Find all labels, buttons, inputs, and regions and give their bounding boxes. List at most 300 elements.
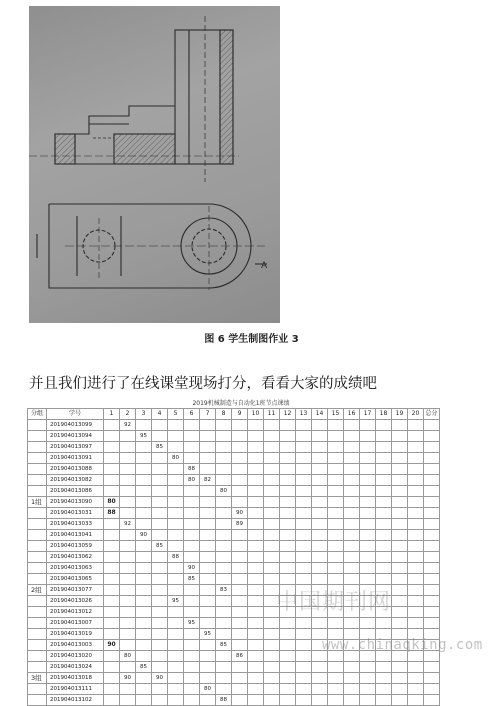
score-cell [168,640,184,651]
score-cell [344,530,360,541]
score-cell [408,519,424,530]
score-cell [328,431,344,442]
table-row [28,486,440,497]
score-cell [232,552,248,563]
score-cell [328,420,344,431]
group-cell [28,695,47,706]
score-cell [296,651,312,662]
score-cell [120,684,136,695]
score-cell [264,541,280,552]
student-id-cell: 201904013059 [47,541,104,552]
score-cell [296,563,312,574]
score-cell [392,519,408,530]
score-cell [152,475,168,486]
score-cell [392,684,408,695]
score-cell [408,497,424,508]
score-cell [296,673,312,684]
score-cell [312,508,328,519]
column-header: 11 [264,409,280,420]
score-cell [328,442,344,453]
score-cell [312,530,328,541]
group-cell [28,530,47,541]
score-cell [392,563,408,574]
score-cell [216,673,232,684]
total-cell [424,420,440,431]
score-cell [120,530,136,541]
score-cell [184,585,200,596]
score-cell [216,464,232,475]
score-cell [248,618,264,629]
score-cell [200,508,216,519]
score-cell [312,662,328,673]
score-cell [216,420,232,431]
score-cell [104,585,120,596]
score-cell [216,563,232,574]
score-cell [200,596,216,607]
total-cell [424,464,440,475]
score-cell [216,629,232,640]
group-cell [28,431,47,442]
score-cell [104,673,120,684]
score-cell [248,596,264,607]
score-cell [376,442,392,453]
score-cell [184,629,200,640]
score-cell [312,541,328,552]
table-row [28,552,440,563]
score-cell [104,530,120,541]
score-cell [232,497,248,508]
score-cell [168,420,184,431]
score-cell: 95 [168,596,184,607]
score-cell [312,431,328,442]
score-cell [232,585,248,596]
score-cell [216,552,232,563]
score-cell [344,618,360,629]
score-cell [360,618,376,629]
score-cell [376,431,392,442]
score-cell [264,431,280,442]
score-cell [376,574,392,585]
score-cell: 80 [184,475,200,486]
column-header: 4 [152,409,168,420]
student-id-cell: 201904013026 [47,596,104,607]
column-header: 16 [344,409,360,420]
group-cell [28,519,47,530]
score-cell [360,563,376,574]
score-cell [408,442,424,453]
student-id-cell: 201904013094 [47,431,104,442]
score-cell [136,541,152,552]
score-cell [392,541,408,552]
score-cell [152,530,168,541]
score-cell [120,629,136,640]
figure-caption: 图 6 学生制图作业 3 [204,334,299,345]
student-id-cell: 201904013111 [47,684,104,695]
score-cell [248,453,264,464]
score-cell [408,464,424,475]
score-cell [296,431,312,442]
column-header: 总分 [424,409,440,420]
score-cell: 95 [136,431,152,442]
table-row [28,420,440,431]
score-cell [152,662,168,673]
score-cell [136,618,152,629]
score-cell [200,585,216,596]
score-cell [216,431,232,442]
score-cell [264,420,280,431]
score-cell [280,486,296,497]
total-cell [424,508,440,519]
score-cell [248,530,264,541]
column-header: 6 [184,409,200,420]
score-cell [376,662,392,673]
score-cell [120,486,136,497]
student-id-cell: 201904013031 [47,508,104,519]
column-header: 10 [248,409,264,420]
score-cell [200,640,216,651]
group-cell [28,563,47,574]
score-cell [232,442,248,453]
score-cell [232,607,248,618]
score-cell [344,464,360,475]
score-cell [408,431,424,442]
score-cell [392,618,408,629]
student-id-cell: 201904013041 [47,530,104,541]
total-cell [424,563,440,574]
score-cell [136,673,152,684]
score-cell [280,552,296,563]
score-cell [232,431,248,442]
score-cell [200,651,216,662]
score-cell [264,442,280,453]
group-cell [28,420,47,431]
score-cell [264,486,280,497]
score-cell [264,640,280,651]
score-cell [280,541,296,552]
score-cell [152,640,168,651]
score-cell [168,530,184,541]
total-cell [424,618,440,629]
score-cell [280,662,296,673]
column-header: 12 [280,409,296,420]
score-cell [248,629,264,640]
score-cell [184,695,200,706]
score-cell [120,695,136,706]
score-cell [232,673,248,684]
score-cell [120,563,136,574]
score-cell [152,464,168,475]
score-cell [120,431,136,442]
score-cell [344,475,360,486]
score-cell [184,651,200,662]
score-cell [104,486,120,497]
score-cell [360,684,376,695]
score-cell [136,629,152,640]
score-cell [344,574,360,585]
score-cell [264,662,280,673]
score-cell [264,684,280,695]
score-cell [200,453,216,464]
score-cell [136,585,152,596]
score-cell [344,684,360,695]
score-cell [168,618,184,629]
score-cell [376,475,392,486]
score-cell [376,673,392,684]
score-cell: 89 [232,519,248,530]
score-cell: 80 [120,651,136,662]
score-cell [280,629,296,640]
table-row [28,497,440,508]
score-cell [376,618,392,629]
score-cell [248,519,264,530]
score-cell [248,662,264,673]
score-cell [408,596,424,607]
score-cell [184,552,200,563]
score-cell [104,618,120,629]
score-cell [136,695,152,706]
score-cell [216,607,232,618]
score-cell [296,574,312,585]
total-cell [424,431,440,442]
score-cell [328,464,344,475]
score-cell [344,486,360,497]
score-cell [232,541,248,552]
score-cell [264,629,280,640]
score-cell [152,508,168,519]
student-id-cell: 201904013097 [47,442,104,453]
score-cell [360,574,376,585]
score-cell [296,640,312,651]
group-cell [28,464,47,475]
score-cell [328,673,344,684]
score-cell [328,684,344,695]
score-cell [344,431,360,442]
column-header: 5 [168,409,184,420]
score-cell [376,541,392,552]
score-cell [408,453,424,464]
score-cell [376,563,392,574]
score-cell [168,519,184,530]
score-cell [392,464,408,475]
score-cell [376,497,392,508]
score-cell [296,442,312,453]
score-cell [312,684,328,695]
score-cell: 86 [232,651,248,662]
score-cell [408,618,424,629]
student-id-cell: 201904013018 [47,673,104,684]
score-cell [120,464,136,475]
score-cell [184,684,200,695]
score-cell [392,552,408,563]
score-cell [248,651,264,662]
score-cell [136,453,152,464]
column-header: 3 [136,409,152,420]
total-cell [424,475,440,486]
table-row [28,618,440,629]
score-cell [232,464,248,475]
score-cell [264,475,280,486]
score-cell [152,607,168,618]
score-cell [344,695,360,706]
score-cell [280,442,296,453]
score-cell [264,497,280,508]
table-row [28,574,440,585]
score-cell [280,453,296,464]
score-cell [168,585,184,596]
score-cell [152,420,168,431]
score-cell [312,486,328,497]
score-cell [360,673,376,684]
table-row [28,684,440,695]
score-cell [216,453,232,464]
score-cell [296,453,312,464]
score-cell [408,420,424,431]
drawing-photo [29,6,280,323]
score-cell: 88 [168,552,184,563]
group-cell [28,651,47,662]
table-row [28,442,440,453]
score-cell [136,563,152,574]
score-cell [136,651,152,662]
total-cell [424,673,440,684]
score-cell [136,464,152,475]
score-cell [376,420,392,431]
score-cell [296,530,312,541]
score-cell [280,508,296,519]
group-cell [28,618,47,629]
score-cell [200,695,216,706]
score-cell [120,574,136,585]
score-cell [280,673,296,684]
score-cell [136,596,152,607]
score-cell [168,695,184,706]
score-cell [216,651,232,662]
score-cell [152,618,168,629]
score-cell [312,563,328,574]
score-cell [264,673,280,684]
score-cell [392,508,408,519]
column-header: 2 [120,409,136,420]
score-cell [328,475,344,486]
column-header: 17 [360,409,376,420]
score-cell [264,618,280,629]
score-cell [392,442,408,453]
score-cell [408,585,424,596]
score-cell [392,420,408,431]
score-cell: 85 [136,662,152,673]
score-cell [232,662,248,673]
score-cell [120,596,136,607]
score-cell: 95 [200,629,216,640]
group-cell [28,508,47,519]
score-cell [264,651,280,662]
score-cell [248,420,264,431]
score-cell [216,519,232,530]
score-cell [296,464,312,475]
score-cell [328,519,344,530]
score-cell [408,662,424,673]
group-cell [28,541,47,552]
score-cell [136,442,152,453]
score-cell [280,420,296,431]
student-id-cell: 201904013007 [47,618,104,629]
score-cell [152,596,168,607]
score-cell [248,508,264,519]
total-cell [424,662,440,673]
score-cell [312,497,328,508]
score-cell [392,695,408,706]
score-cell [232,420,248,431]
score-cell [168,442,184,453]
score-cell [184,640,200,651]
score-cell [360,552,376,563]
score-cell [280,640,296,651]
score-cell [168,508,184,519]
score-cell [296,486,312,497]
group-cell [28,684,47,695]
score-cell [136,420,152,431]
column-header: 7 [200,409,216,420]
score-cell: 90 [232,508,248,519]
score-cell [344,541,360,552]
score-cell [296,475,312,486]
score-cell [248,497,264,508]
score-cell [184,662,200,673]
score-cell [360,442,376,453]
score-cell [376,552,392,563]
score-cell [184,596,200,607]
score-cell [136,519,152,530]
score-cell [312,442,328,453]
score-cell [104,607,120,618]
score-cell [168,431,184,442]
student-id-cell: 201904013062 [47,552,104,563]
score-cell [168,574,184,585]
score-cell [200,607,216,618]
score-cell [168,651,184,662]
score-cell [296,497,312,508]
score-cell [280,497,296,508]
score-cell [408,695,424,706]
score-cell [232,453,248,464]
group-cell [28,552,47,563]
column-header: 学号 [47,409,104,420]
score-cell [392,662,408,673]
table-row [28,453,440,464]
score-cell [184,673,200,684]
score-cell [200,431,216,442]
score-cell [376,695,392,706]
score-cell: 90 [120,673,136,684]
score-cell [360,497,376,508]
sheet-title: 2019机械制造与自动化1班节点课绩 [192,400,290,407]
score-cell [248,585,264,596]
score-cell [312,464,328,475]
score-cell [392,431,408,442]
score-cell [392,486,408,497]
score-cell [232,563,248,574]
score-cell [232,618,248,629]
score-cell [104,442,120,453]
score-cell [168,629,184,640]
score-cell [152,552,168,563]
total-cell [424,552,440,563]
score-cell [408,574,424,585]
score-cell [152,563,168,574]
score-cell [328,574,344,585]
score-cell [264,453,280,464]
score-cell [104,684,120,695]
